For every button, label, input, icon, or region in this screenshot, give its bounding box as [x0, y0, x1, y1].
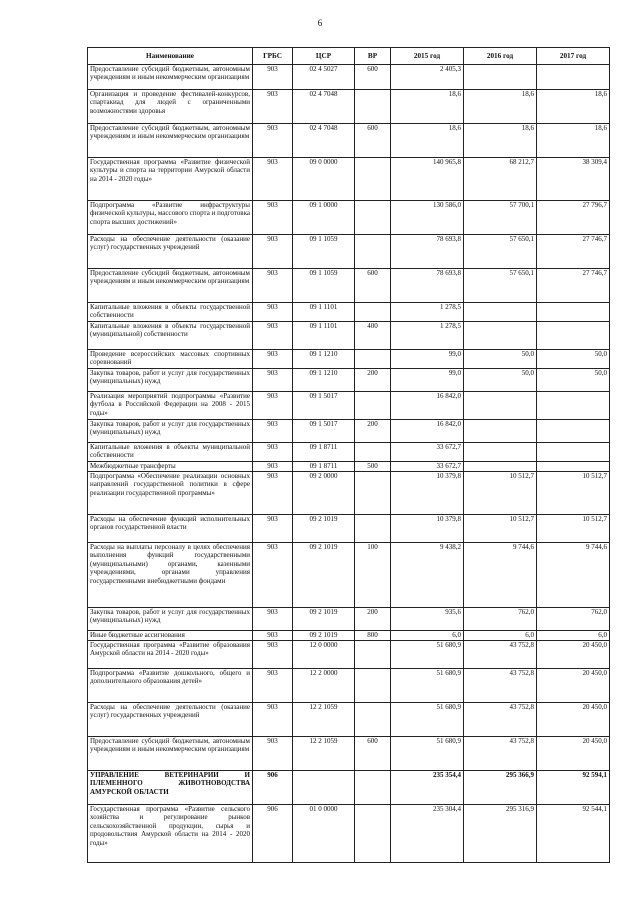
row-2015: 16 842,0 [391, 392, 464, 420]
row-2016: 43 752,8 [464, 737, 537, 771]
row-name: Капитальные вложения в объекты государственной собственности [88, 303, 253, 322]
row-2015: 78 693,8 [391, 235, 464, 269]
row-2016: 295 366,9 [464, 771, 537, 805]
row-grbs: 906 [253, 771, 293, 805]
row-csr: 12 2 1059 [293, 703, 355, 737]
row-2015: 99,0 [391, 369, 464, 392]
row-csr: 09 2 0000 [293, 472, 355, 515]
row-2016: 9 744,6 [464, 543, 537, 608]
row-grbs: 903 [253, 392, 293, 420]
row-2015: 10 379,8 [391, 472, 464, 515]
table-row [88, 608, 610, 631]
header-2015: 2015 год [391, 48, 464, 65]
row-2016: 57 650,1 [464, 269, 537, 303]
row-csr: 02 4 5027 [293, 65, 355, 90]
row-2017: 9 744,6 [537, 543, 610, 608]
row-2017: 92 594,1 [537, 771, 610, 805]
row-vr [355, 771, 391, 805]
row-vr [355, 472, 391, 515]
row-csr: 01 0 0000 [293, 805, 355, 863]
table-body [88, 65, 610, 863]
row-grbs: 903 [253, 515, 293, 543]
row-name: Расходы на обеспечение функций исполнительных органов государственной власти [88, 515, 253, 543]
row-2017 [537, 443, 610, 462]
row-csr: 09 2 1019 [293, 631, 355, 641]
table-row [88, 65, 610, 90]
row-2016 [464, 420, 537, 443]
row-vr [355, 703, 391, 737]
row-csr: 09 2 1019 [293, 515, 355, 543]
row-vr [355, 158, 391, 201]
row-2016: 43 752,8 [464, 669, 537, 703]
row-grbs: 903 [253, 65, 293, 90]
table-header-row [88, 48, 610, 65]
row-2016 [464, 443, 537, 462]
row-2015: 51 680,9 [391, 641, 464, 669]
row-vr: 600 [355, 124, 391, 158]
table-row [88, 737, 610, 771]
row-vr: 600 [355, 737, 391, 771]
row-2017: 18,6 [537, 90, 610, 124]
row-csr: 12 2 0000 [293, 669, 355, 703]
row-2017: 20 450,0 [537, 669, 610, 703]
row-grbs: 903 [253, 369, 293, 392]
row-2015: 1 278,5 [391, 303, 464, 322]
row-2015: 130 586,0 [391, 201, 464, 235]
table-row [88, 515, 610, 543]
row-2017 [537, 462, 610, 472]
row-csr: 09 1 1101 [293, 322, 355, 350]
row-vr [355, 669, 391, 703]
table-row [88, 392, 610, 420]
table-row [88, 462, 610, 472]
row-2015: 78 693,8 [391, 269, 464, 303]
row-vr [355, 303, 391, 322]
row-vr [355, 90, 391, 124]
budget-table [87, 47, 610, 863]
table-row [88, 269, 610, 303]
row-2015: 935,6 [391, 608, 464, 631]
row-csr: 09 0 0000 [293, 158, 355, 201]
row-2016: 295 316,9 [464, 805, 537, 863]
row-vr: 200 [355, 608, 391, 631]
row-2017 [537, 322, 610, 350]
row-grbs: 903 [253, 472, 293, 515]
table-row [88, 158, 610, 201]
row-csr: 09 1 5017 [293, 420, 355, 443]
row-name: Расходы на выплаты персоналу в целях обеспечения выполнения функций государственными (муниципальными) органами, казенными учреждениями, органами управления государственными внебюджетными фондами [88, 543, 253, 608]
row-vr: 500 [355, 462, 391, 472]
table-row [88, 631, 610, 641]
row-name: Закупка товаров, работ и услуг для государственных (муниципальных) нужд [88, 369, 253, 392]
row-csr: 09 1 1210 [293, 369, 355, 392]
table-row [88, 420, 610, 443]
row-grbs: 903 [253, 303, 293, 322]
row-2015: 51 680,9 [391, 703, 464, 737]
row-2015: 140 965,8 [391, 158, 464, 201]
header-name: Наименование [88, 48, 253, 65]
row-name: Капитальные вложения в объекты муниципальной собственности [88, 443, 253, 462]
row-2016 [464, 462, 537, 472]
row-name: Межбюджетные трансферты [88, 462, 253, 472]
row-2016 [464, 322, 537, 350]
row-name: Капитальные вложения в объекты государственной (муниципальной) собственности [88, 322, 253, 350]
row-csr: 09 1 0000 [293, 201, 355, 235]
row-2017: 27 746,7 [537, 269, 610, 303]
row-name: Предоставление субсидий бюджетным, автономным учреждениям и иным некоммерческим организациям [88, 65, 253, 90]
row-2017: 18,6 [537, 124, 610, 158]
row-grbs: 903 [253, 737, 293, 771]
row-vr: 400 [355, 322, 391, 350]
row-csr: 12 0 0000 [293, 641, 355, 669]
header-2016: 2016 год [464, 48, 537, 65]
row-2015: 33 672,7 [391, 462, 464, 472]
row-csr: 09 1 8711 [293, 462, 355, 472]
row-2015: 6,0 [391, 631, 464, 641]
row-csr: 09 1 1210 [293, 350, 355, 369]
row-grbs: 903 [253, 543, 293, 608]
row-vr [355, 515, 391, 543]
row-2017: 27 746,7 [537, 235, 610, 269]
row-2017 [537, 303, 610, 322]
row-2015: 235 304,4 [391, 805, 464, 863]
row-name: Организация и проведение фестивалей-конкурсов, спартакиад для людей с ограниченными возможностями здоровья [88, 90, 253, 124]
row-name: Предоставление субсидий бюджетным, автономным учреждениям и иным некоммерческим организациям [88, 737, 253, 771]
row-vr [355, 392, 391, 420]
row-name: Закупка товаров, работ и услуг для государственных (муниципальных) нужд [88, 608, 253, 631]
row-2016: 18,6 [464, 90, 537, 124]
row-vr: 200 [355, 420, 391, 443]
row-2016: 57 700,1 [464, 201, 537, 235]
row-name: Предоставление субсидий бюджетным, автономным учреждениям и иным некоммерческим организациям [88, 124, 253, 158]
row-2017: 38 309,4 [537, 158, 610, 201]
header-2017: 2017 год [537, 48, 610, 65]
row-2017: 50,0 [537, 350, 610, 369]
row-grbs: 903 [253, 90, 293, 124]
row-name: Расходы на обеспечение деятельности (оказание услуг) государственных учреждений [88, 703, 253, 737]
row-2015: 1 278,5 [391, 322, 464, 350]
row-2017: 762,0 [537, 608, 610, 631]
row-2016: 50,0 [464, 350, 537, 369]
row-2015: 99,0 [391, 350, 464, 369]
table-row [88, 303, 610, 322]
row-2016: 57 650,1 [464, 235, 537, 269]
row-csr: 02 4 7048 [293, 90, 355, 124]
row-2016: 68 212,7 [464, 158, 537, 201]
row-grbs: 903 [253, 703, 293, 737]
row-name: Государственная программа «Развитие сельского хозяйства и регулирование рынков сельскохозяйственной продукции, сырья и продовольствия Амурской области на 2014 - 2020 годы» [88, 805, 253, 863]
row-csr: 12 2 1059 [293, 737, 355, 771]
row-grbs: 903 [253, 201, 293, 235]
row-vr [355, 201, 391, 235]
row-2017: 50,0 [537, 369, 610, 392]
header-vr: ВР [355, 48, 391, 65]
row-name: Государственная программа «Развитие образования Амурской области на 2014 - 2020 годы» [88, 641, 253, 669]
row-csr [293, 771, 355, 805]
row-vr: 800 [355, 631, 391, 641]
row-2015: 18,6 [391, 124, 464, 158]
row-2017: 10 512,7 [537, 472, 610, 515]
row-2015: 2 405,3 [391, 65, 464, 90]
row-grbs: 903 [253, 641, 293, 669]
row-2016: 18,6 [464, 124, 537, 158]
row-2016: 762,0 [464, 608, 537, 631]
row-name: Подпрограмма «Развитие инфраструктуры физической культуры, массового спорта и подготовка спорта высших достижений» [88, 201, 253, 235]
row-2016 [464, 65, 537, 90]
row-2016 [464, 303, 537, 322]
row-2017: 20 450,0 [537, 641, 610, 669]
row-2015: 16 842,0 [391, 420, 464, 443]
row-vr [355, 641, 391, 669]
row-name: Реализация мероприятий подпрограммы «Развитие футбола в Российской Федерации на 2008 - 2015 годы» [88, 392, 253, 420]
row-grbs: 903 [253, 235, 293, 269]
row-name: Закупка товаров, работ и услуг для государственных (муниципальных) нужд [88, 420, 253, 443]
row-vr: 100 [355, 543, 391, 608]
row-2017: 27 796,7 [537, 201, 610, 235]
row-csr: 09 1 5017 [293, 392, 355, 420]
row-2015: 10 379,8 [391, 515, 464, 543]
row-name: Иные бюджетные ассигнования [88, 631, 253, 641]
row-vr: 600 [355, 65, 391, 90]
row-2016: 50,0 [464, 369, 537, 392]
row-grbs: 903 [253, 669, 293, 703]
table-row [88, 805, 610, 863]
row-csr: 09 2 1019 [293, 543, 355, 608]
row-name: Подпрограмма «Развитие дошкольного, общего и дополнительного образования детей» [88, 669, 253, 703]
row-2016: 43 752,8 [464, 703, 537, 737]
row-vr: 200 [355, 369, 391, 392]
row-vr: 600 [355, 269, 391, 303]
row-2015: 51 680,9 [391, 737, 464, 771]
row-csr: 09 1 8711 [293, 443, 355, 462]
row-name: Государственная программа «Развитие физической культуры и спорта на территории Амурской области на 2014 - 2020 годы» [88, 158, 253, 201]
row-2015: 235 354,4 [391, 771, 464, 805]
table-row [88, 201, 610, 235]
row-grbs: 903 [253, 443, 293, 462]
row-name: Расходы на обеспечение деятельности (оказание услуг) государственных учреждений [88, 235, 253, 269]
table-row [88, 369, 610, 392]
row-csr: 09 1 1059 [293, 235, 355, 269]
row-vr [355, 805, 391, 863]
table-row [88, 641, 610, 669]
row-csr: 09 2 1019 [293, 608, 355, 631]
table-row [88, 124, 610, 158]
row-2017: 10 512,7 [537, 515, 610, 543]
row-2016: 6,0 [464, 631, 537, 641]
row-name: Проведение всероссийских массовых спортивных соревнований [88, 350, 253, 369]
table-row [88, 443, 610, 462]
row-2017: 20 450,0 [537, 703, 610, 737]
row-vr [355, 235, 391, 269]
row-2016: 10 512,7 [464, 472, 537, 515]
row-grbs: 903 [253, 158, 293, 201]
row-2015: 9 438,2 [391, 543, 464, 608]
page-number: 6 [317, 18, 323, 28]
row-2017 [537, 65, 610, 90]
row-2017: 92 544,1 [537, 805, 610, 863]
table-row [88, 235, 610, 269]
table-row [88, 350, 610, 369]
row-2017 [537, 420, 610, 443]
table-row [88, 669, 610, 703]
table-row [88, 322, 610, 350]
row-vr [355, 350, 391, 369]
row-grbs: 903 [253, 608, 293, 631]
row-grbs: 903 [253, 631, 293, 641]
row-2016: 10 512,7 [464, 515, 537, 543]
row-vr [355, 443, 391, 462]
row-csr: 09 1 1101 [293, 303, 355, 322]
header-csr: ЦСР [293, 48, 355, 65]
row-grbs: 903 [253, 420, 293, 443]
row-grbs: 903 [253, 124, 293, 158]
table-row [88, 90, 610, 124]
row-2015: 33 672,7 [391, 443, 464, 462]
row-csr: 02 4 7048 [293, 124, 355, 158]
row-2017 [537, 392, 610, 420]
row-2016: 43 752,8 [464, 641, 537, 669]
row-csr: 09 1 1059 [293, 269, 355, 303]
row-2017: 20 450,0 [537, 737, 610, 771]
row-grbs: 903 [253, 350, 293, 369]
header-grbs: ГРБС [253, 48, 293, 65]
table-row [88, 543, 610, 608]
row-grbs: 903 [253, 462, 293, 472]
row-name: Предоставление субсидий бюджетным, автономным учреждениям и иным некоммерческим организациям [88, 269, 253, 303]
row-2015: 18,6 [391, 90, 464, 124]
row-2016 [464, 392, 537, 420]
table-row [88, 771, 610, 805]
row-2015: 51 680,9 [391, 669, 464, 703]
row-grbs: 903 [253, 322, 293, 350]
table-row [88, 703, 610, 737]
row-name: УПРАВЛЕНИЕ ВЕТЕРИНАРИИ И ПЛЕМЕННОГО ЖИВОТНОВОДСТВА АМУРСКОЙ ОБЛАСТИ [88, 771, 253, 805]
row-grbs: 906 [253, 805, 293, 863]
row-grbs: 903 [253, 269, 293, 303]
row-name: Подпрограмма «Обеспечение реализации основных направлений государственной политики в сфере реализации государственной программы» [88, 472, 253, 515]
row-2017: 6,0 [537, 631, 610, 641]
table-row [88, 472, 610, 515]
